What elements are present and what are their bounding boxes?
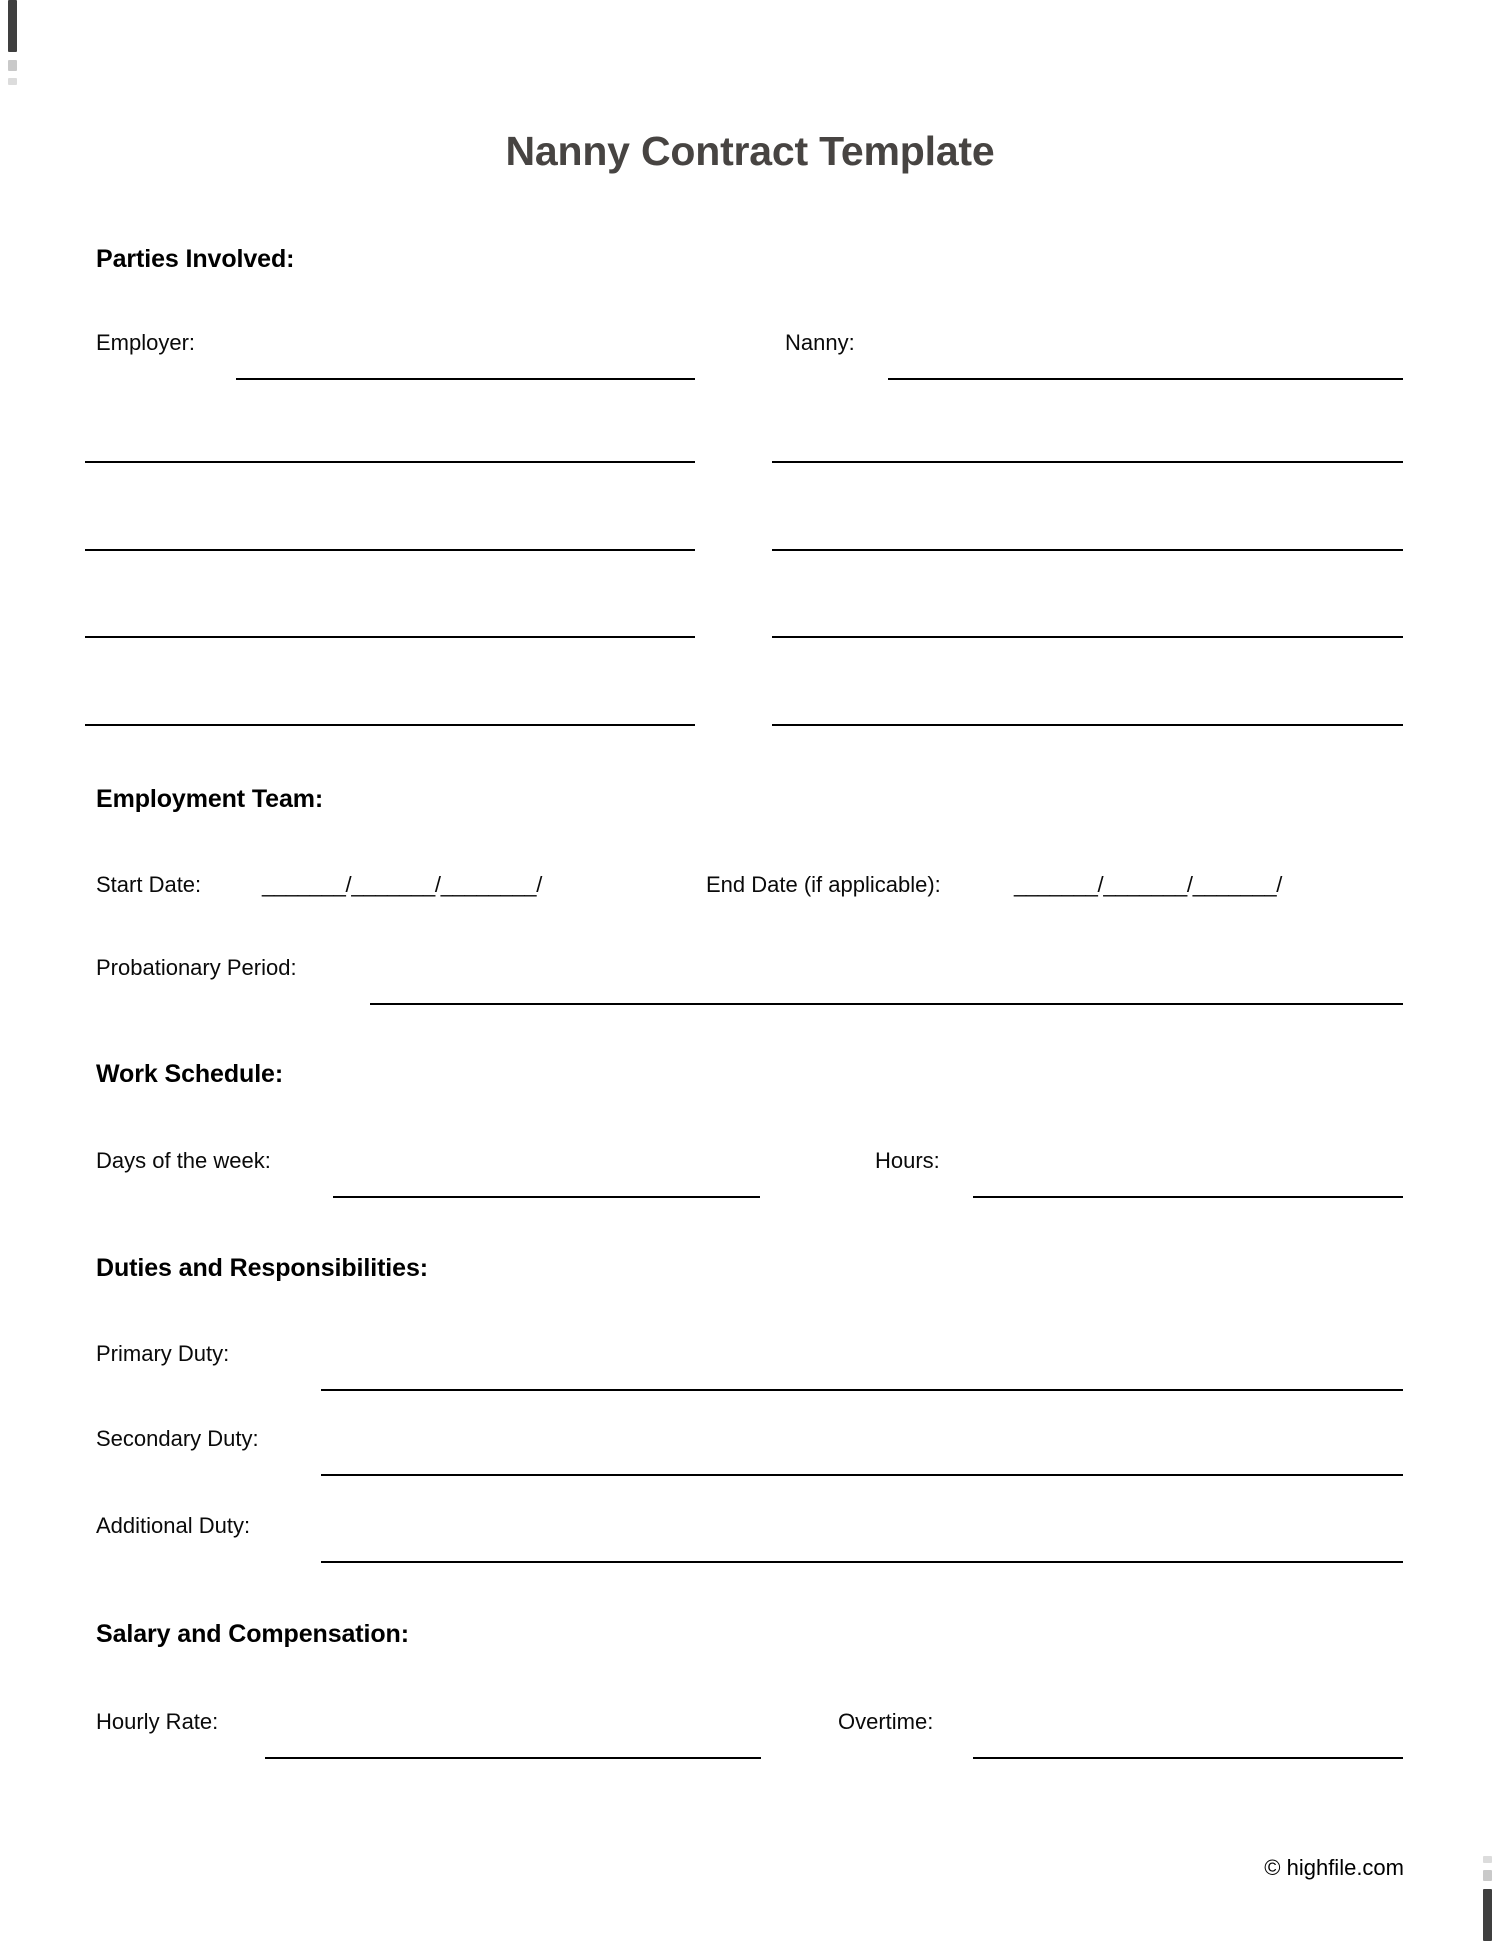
section-heading-employment-team: Employment Team: <box>96 785 324 813</box>
nanny-input-line-1[interactable] <box>888 378 1403 380</box>
start-date-input[interactable]: _______/_______/________/ <box>262 872 543 897</box>
nanny-input-line-4[interactable] <box>772 636 1403 638</box>
page-title: Nanny Contract Template <box>505 128 995 174</box>
section-heading-duties-responsibilities: Duties and Responsibilities: <box>96 1254 428 1282</box>
end-date-label: End Date (if applicable): <box>706 872 941 897</box>
hours-label: Hours: <box>875 1148 940 1173</box>
employer-input-line-2[interactable] <box>85 461 695 463</box>
footer-credit: © highfile.com <box>1264 1855 1404 1880</box>
primary-duty-label: Primary Duty: <box>96 1341 230 1366</box>
employer-input-line-3[interactable] <box>85 549 695 551</box>
employer-label: Employer: <box>96 330 196 355</box>
employer-input-line-4[interactable] <box>85 636 695 638</box>
overtime-label: Overtime: <box>838 1709 934 1734</box>
days-of-week-input-line[interactable] <box>333 1196 760 1198</box>
overtime-input-line[interactable] <box>973 1757 1403 1759</box>
nanny-input-line-5[interactable] <box>772 724 1403 726</box>
primary-duty-input-line[interactable] <box>321 1389 1403 1391</box>
section-heading-salary-compensation: Salary and Compensation: <box>96 1620 409 1648</box>
end-date-input[interactable]: _______/_______/_______/ <box>1014 872 1283 897</box>
additional-duty-label: Additional Duty: <box>96 1513 251 1538</box>
days-of-week-label: Days of the week: <box>96 1148 271 1173</box>
employer-input-line-1[interactable] <box>236 378 695 380</box>
probationary-period-input-line[interactable] <box>370 1003 1403 1005</box>
additional-duty-input-line[interactable] <box>321 1561 1403 1563</box>
employer-input-line-5[interactable] <box>85 724 695 726</box>
hours-input-line[interactable] <box>973 1196 1403 1198</box>
hourly-rate-input-line[interactable] <box>265 1757 761 1759</box>
section-heading-work-schedule: Work Schedule: <box>96 1060 284 1088</box>
hourly-rate-label: Hourly Rate: <box>96 1709 219 1734</box>
nanny-label: Nanny: <box>785 330 855 355</box>
secondary-duty-label: Secondary Duty: <box>96 1426 259 1451</box>
nanny-input-line-2[interactable] <box>772 461 1403 463</box>
probationary-period-label: Probationary Period: <box>96 955 297 980</box>
nanny-input-line-3[interactable] <box>772 549 1403 551</box>
start-date-label: Start Date: <box>96 872 202 897</box>
secondary-duty-input-line[interactable] <box>321 1474 1403 1476</box>
section-heading-parties-involved: Parties Involved: <box>96 245 295 273</box>
